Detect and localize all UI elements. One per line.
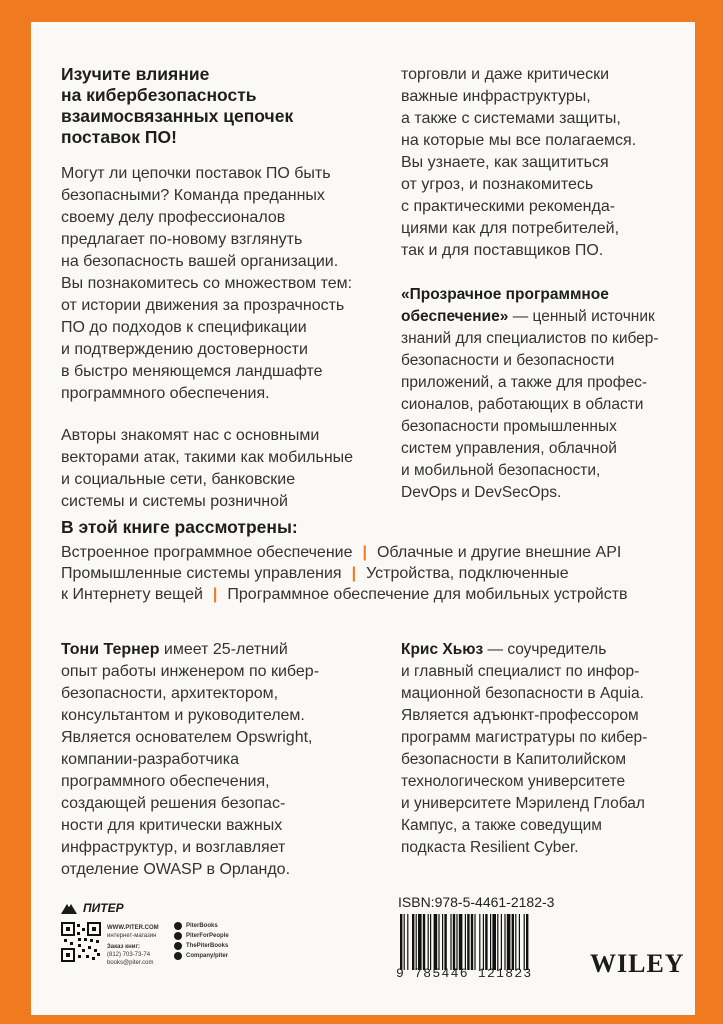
isbn-number: ISBN:978-5-4461-2182-3 <box>398 894 555 910</box>
barcode-bar <box>434 914 438 970</box>
text-line: — соучредитель <box>483 641 607 658</box>
vk-icon <box>174 922 182 930</box>
barcode-bar <box>404 914 405 970</box>
text-line: Является адъюнкт-профессором <box>401 707 639 724</box>
barcode-bar <box>479 914 480 970</box>
text-line: в быстро меняющемся ландшафте <box>61 363 323 380</box>
text-line: от истории движения за прозрачность <box>61 297 345 314</box>
text-line: на которые мы все полагаемся. <box>401 132 637 149</box>
text-line: ПО до подходов к спецификации <box>61 319 307 336</box>
social-item[interactable] <box>174 922 229 930</box>
barcode-bar <box>515 914 516 970</box>
text-line: безопасности и безопасности <box>401 352 615 369</box>
author-tony-turner <box>61 639 381 881</box>
text-line: программ магистратуры по кибер- <box>401 729 648 746</box>
text-line: сионалов, работающих в области <box>401 396 644 413</box>
heading-line: Изучите влияние <box>61 64 210 84</box>
barcode-bar <box>442 914 443 970</box>
quote-title: «Прозрачное программное <box>401 286 609 303</box>
barcode-bar <box>497 914 498 970</box>
barcode-bar <box>418 914 422 970</box>
barcode-bar <box>467 914 469 970</box>
text-line: Является основателем Opswright, <box>61 729 313 746</box>
text-line: Кампус, а также соведущим <box>401 817 602 834</box>
text-line: безопасности, архитектором, <box>61 685 279 702</box>
barcode-digits: 9 785446 121823 <box>396 966 533 981</box>
barcode-bar <box>526 914 528 970</box>
text-line: подкаста Resilient Cyber. <box>401 839 579 856</box>
social-label: PiterForPeople <box>186 933 229 939</box>
barcode-block <box>396 894 596 981</box>
topic-separator: | <box>351 565 357 582</box>
text-line: безопасности промышленных <box>401 418 617 435</box>
text-line: ности для критически важных <box>61 817 283 834</box>
text-line: приложений, а также для профес- <box>401 374 648 391</box>
text-line: от угроз, и познакомитесь <box>401 176 594 193</box>
barcode-bar <box>524 914 525 970</box>
publisher-logo <box>61 902 131 921</box>
text-line: и социальные сети, банковские <box>61 471 296 488</box>
text-line: векторами атак, такими как мобильные <box>61 449 354 466</box>
text-line: — ценный источник <box>508 308 655 325</box>
barcode-bar <box>450 914 451 970</box>
text-line: Вы познакомитесь со множеством тем: <box>61 275 353 292</box>
text-line: консультантом и руководителем. <box>61 707 305 724</box>
telegram-icon <box>174 932 182 940</box>
text-line: программного обеспечения, <box>61 773 270 790</box>
order-label: Заказ книг: <box>107 944 140 950</box>
author-name: Крис Хьюз <box>401 641 484 658</box>
barcode-bar <box>444 914 446 970</box>
text-line: и подтверждению достоверности <box>61 341 308 358</box>
heading-line: поставок ПО! <box>61 127 177 147</box>
qr-code-icon <box>61 922 101 962</box>
company-icon <box>174 952 182 960</box>
barcode-bar <box>507 914 511 970</box>
barcode-bar <box>490 914 491 970</box>
barcode-bar <box>492 914 496 970</box>
text-line: безопасности в Капитолийском <box>401 751 627 768</box>
social-item[interactable] <box>174 952 229 960</box>
barcode-bar <box>512 914 514 970</box>
text-line: на безопасность вашей организации. <box>61 253 339 270</box>
barcode-bar <box>465 914 466 970</box>
text-line: мационной безопасности в Aquia. <box>401 685 644 702</box>
topics-heading: В этой книге рассмотрены: <box>61 517 298 537</box>
text-line: важные инфраструктуры, <box>401 88 591 105</box>
barcode-bar <box>485 914 487 970</box>
barcode-bar <box>400 914 402 970</box>
text-line: создающей решения безопас- <box>61 795 286 812</box>
intro-heading <box>61 64 381 148</box>
text-line: опыт работы инженером по кибер- <box>61 663 320 680</box>
barcode-bar <box>501 914 502 970</box>
barcode-bar <box>474 914 475 970</box>
barcode-bar <box>412 914 414 970</box>
text-line: безопасными? Команда преданных <box>61 187 325 204</box>
text-line: компании-разработчика <box>61 751 239 768</box>
text-line: и университете Мэриленд Глобал <box>401 795 645 812</box>
topics-line-1 <box>61 543 621 563</box>
barcode-bar <box>428 914 429 970</box>
back-cover <box>31 22 695 1015</box>
text-line: и главный специалист по инфор- <box>401 663 640 680</box>
text-line: Вы узнаете, как защититься <box>401 154 609 171</box>
text-line: технологическом университете <box>401 773 626 790</box>
topic-item: Облачные и другие внешние API <box>376 544 622 561</box>
topic-separator: | <box>362 544 367 561</box>
topic-item: Программное обеспечение для мобильных устройств <box>227 586 628 603</box>
topic-item: Встроенное программное обеспечение <box>61 544 353 561</box>
topics-line-3 <box>61 585 628 605</box>
barcode-bar <box>416 914 417 970</box>
text-line: системы и системы розничной <box>61 493 288 510</box>
barcode-bar <box>423 914 425 970</box>
text-line: и мобильной безопасности, <box>401 462 601 479</box>
text-line: а также с системами защиты, <box>401 110 621 127</box>
social-label: Company/piter <box>186 953 229 959</box>
heading-line: на кибербезопасность <box>61 85 257 105</box>
author-chris-hughes <box>401 639 691 859</box>
barcode-bar <box>504 914 505 970</box>
barcode-bar <box>471 914 473 970</box>
authors-paragraph <box>61 425 381 513</box>
text-line: Авторы знакомят нас с основными <box>61 427 320 444</box>
quote-paragraph <box>401 284 691 504</box>
youtube-icon <box>174 942 182 950</box>
social-label: ThePiterBooks <box>186 943 229 949</box>
publisher-name: ПИТЕР <box>83 901 124 915</box>
barcode-icon <box>396 914 588 970</box>
text-line: систем управления, облачной <box>401 440 617 457</box>
text-line: инфраструктур, и возглавляет <box>61 839 286 856</box>
barcode-bar <box>456 914 457 970</box>
barcode-bar <box>453 914 455 970</box>
text-line: Могут ли цепочки поставок ПО быть <box>61 165 331 182</box>
social-item[interactable] <box>174 942 229 950</box>
social-item[interactable] <box>174 932 229 940</box>
text-line: знаний для специалистов по кибер- <box>401 330 659 347</box>
text-line: так и для поставщиков ПО. <box>401 242 604 259</box>
quote-title: обеспечение» <box>401 308 509 325</box>
text-line: торговли и даже критически <box>401 66 610 83</box>
left-column <box>61 64 381 513</box>
continuation-paragraph <box>401 64 691 262</box>
barcode-bar <box>430 914 431 970</box>
barcode-bar <box>438 914 439 970</box>
social-label: PiterBooks <box>186 923 218 929</box>
text-line: предлагает по-новому взглянуть <box>61 231 303 248</box>
publisher-contacts <box>107 924 177 967</box>
text-line: имеет 25-летний <box>159 641 288 658</box>
text-line: программного обеспечения. <box>61 385 270 402</box>
topic-item: к Интернету вещей <box>61 586 203 603</box>
barcode-bar <box>483 914 484 970</box>
topics-line-2 <box>61 564 569 584</box>
text-line: циями как для потребителей, <box>401 220 620 237</box>
topic-separator: | <box>212 586 218 603</box>
barcode-bar <box>407 914 408 970</box>
barcode-bar <box>519 914 520 970</box>
shop-label: интернет-магазин <box>107 933 157 939</box>
phone-number: (812) 703-73-74 <box>107 952 151 958</box>
text-line: DevOps и DevSecOps. <box>401 484 562 501</box>
website-link[interactable]: WWW.PITER.COM <box>107 925 159 931</box>
text-line: с практическими рекоменда- <box>401 198 616 215</box>
email-link[interactable]: books@piter.com <box>107 960 154 966</box>
wiley-logo: WILEY <box>590 949 685 978</box>
text-line: своему делу профессионалов <box>61 209 286 226</box>
topic-item: Промышленные системы управления <box>61 565 342 582</box>
social-links <box>174 922 229 960</box>
topic-item: Устройства, подключенные <box>366 565 569 582</box>
author-name: Тони Тернер <box>61 641 160 658</box>
barcode-bar <box>459 914 463 970</box>
intro-paragraph <box>61 163 381 405</box>
heading-line: взаимосвязанных цепочек <box>61 106 294 126</box>
right-column <box>401 64 691 504</box>
text-line: отделение OWASP в Орландо. <box>61 861 291 878</box>
